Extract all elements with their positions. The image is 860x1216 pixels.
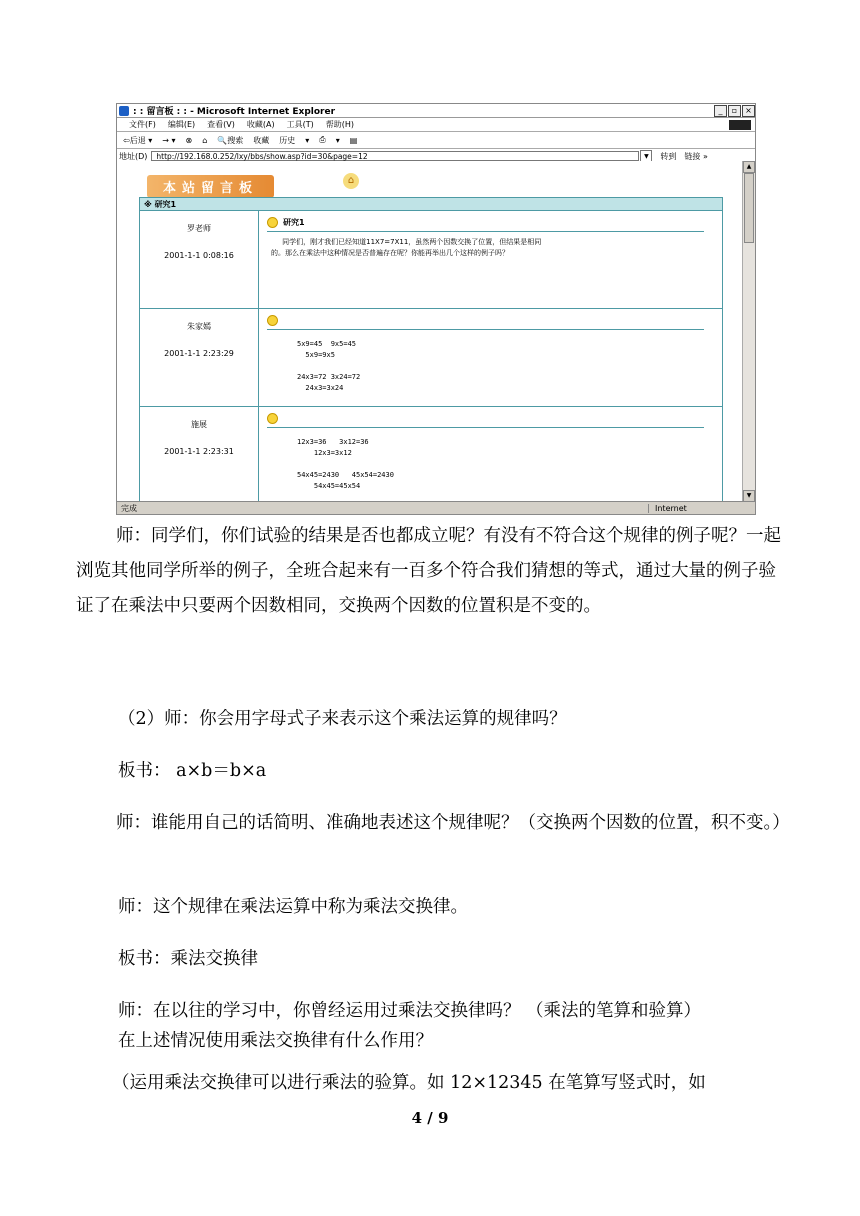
- status-text: 完成: [121, 503, 137, 513]
- scroll-up-icon[interactable]: ▲: [743, 161, 755, 173]
- history-button[interactable]: 历史: [279, 135, 296, 145]
- scroll-down-icon[interactable]: ▼: [743, 490, 755, 502]
- address-label: 地址(D): [119, 151, 148, 161]
- menu-bar: [117, 118, 755, 132]
- toolbar: [117, 132, 755, 149]
- paragraph: 师：谁能用自己的话简明、准确地表述这个规律呢？（交换两个因数的位置，积不变。）: [116, 813, 790, 833]
- links-button[interactable]: 链接 »: [684, 151, 708, 161]
- close-button[interactable]: ×: [742, 105, 755, 117]
- post-date: 2001-1-1 2:23:29: [164, 349, 234, 358]
- favorites-button[interactable]: 收藏: [253, 135, 270, 145]
- smiley-icon: [267, 315, 278, 326]
- paragraph: 在上述情况使用乘法交换律有什么作用？: [118, 1031, 433, 1051]
- mail-dropdown[interactable]: ▾: [305, 135, 310, 145]
- post-body: 同学们，刚才我们已经知道11X7=7X11，虽然两个因数交换了位置，但结果是相同 的。那么在乘法中这种情况是否普遍存在呢？你能再举出几个这样的例子吗？: [271, 238, 542, 257]
- home-button[interactable]: ⌂: [202, 135, 208, 145]
- print-button[interactable]: ⎙: [319, 135, 326, 144]
- search-button[interactable]: 🔍搜索: [217, 135, 244, 145]
- post-body: 5x9=45 9x5=45 5x9=9x5 24x3=72 3x24=72 24x3=3x24: [297, 340, 361, 392]
- chevron-down-icon[interactable]: ▼: [640, 150, 652, 162]
- paragraph: 板书： a×b＝b×a: [118, 761, 267, 781]
- post-item: [140, 211, 722, 309]
- divider: [267, 427, 704, 428]
- paragraph: （2）师：你会用字母式子来表示这个乘法运算的规律吗？: [118, 709, 567, 729]
- minimize-button[interactable]: _: [714, 105, 727, 117]
- go-button[interactable]: 转到: [660, 151, 677, 161]
- browser-screenshot: [116, 103, 756, 515]
- discuss-button[interactable]: ▤: [349, 135, 358, 145]
- windows-logo-icon: [729, 120, 751, 130]
- post-author: 施展: [191, 420, 207, 429]
- post-body: 12x3=36 3x12=36 12x3=3x12 54x45=2430 45x54=2430 54x45=45x54: [297, 438, 394, 490]
- maximize-button[interactable]: ▫: [728, 105, 741, 117]
- board-banner: 本站留言板: [147, 175, 274, 198]
- security-zone: Internet: [648, 504, 755, 513]
- menu-view[interactable]: 查看(V): [207, 120, 235, 129]
- edit-dropdown[interactable]: ▾: [335, 135, 340, 145]
- menu-tools[interactable]: 工具(T): [286, 120, 314, 129]
- menu-favorites[interactable]: 收藏(A): [246, 120, 275, 129]
- paragraph: （运用乘法交换律可以进行乘法的验算。如 12×12345 在笔算写竖式时，如: [112, 1073, 706, 1093]
- post-item: [140, 407, 722, 502]
- forward-button[interactable]: → ▾: [162, 135, 176, 145]
- scroll-thumb[interactable]: [744, 173, 754, 243]
- divider: [267, 231, 704, 232]
- stop-button[interactable]: ⊗: [185, 135, 193, 145]
- ie-logo-icon: [119, 106, 129, 116]
- back-button[interactable]: ⇦后退 ▾: [123, 135, 153, 145]
- menu-edit[interactable]: 编辑(E): [167, 120, 196, 129]
- paragraph: 师：这个规律在乘法运算中称为乘法交换律。: [118, 897, 468, 917]
- post-item: [140, 309, 722, 407]
- post-author: 罗老师: [187, 224, 211, 233]
- smiley-icon: [267, 217, 278, 228]
- post-date: 2001-1-1 0:08:16: [164, 251, 234, 260]
- home-icon[interactable]: ⌂: [343, 173, 359, 189]
- menu-file[interactable]: 文件(F): [129, 120, 156, 129]
- paragraph: 师：在以往的学习中，你曾经运用过乘法交换律吗？ （乘法的笔算和验算）: [118, 1001, 702, 1021]
- page-viewport: [117, 161, 743, 502]
- browser-title: : : 留言板 : : - Microsoft Internet Explorer: [133, 107, 336, 117]
- paragraph: 师：同学们，你们试验的结果是否也都成立呢？有没有不符合这个规律的例子呢？一起浏览其他同学所举的例子，全班合起来有一百多个符合我们猜想的等式，通过大量的例子验证了在乘法中只要两个因数相同，交换两个因数的位置积是不变的。: [76, 526, 781, 616]
- vertical-scrollbar[interactable]: [742, 161, 755, 502]
- board-heading: ※ 研究1: [140, 198, 722, 211]
- address-input[interactable]: http://192.168.0.252/lxy/bbs/show.asp?id=30&page=12: [151, 151, 639, 161]
- cool-smiley-icon: [267, 413, 278, 424]
- post-title: 研究1: [283, 218, 305, 227]
- browser-titlebar: [117, 104, 755, 118]
- post-author: 朱家嫣: [187, 322, 211, 331]
- paragraph: 板书：乘法交换律: [118, 949, 258, 969]
- message-board: [139, 197, 723, 502]
- status-bar: [117, 501, 755, 514]
- post-date: 2001-1-1 2:23:31: [164, 447, 234, 456]
- menu-help[interactable]: 帮助(H): [325, 120, 354, 129]
- divider: [267, 329, 704, 330]
- page-number: 4 / 9: [411, 1109, 449, 1127]
